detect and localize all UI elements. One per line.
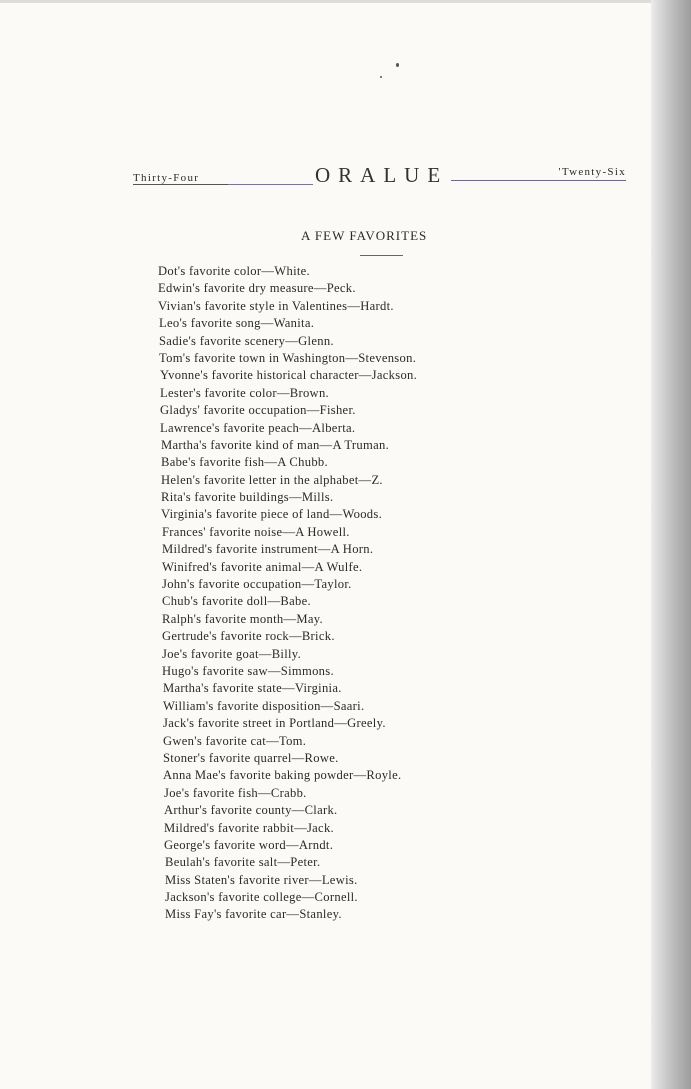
list-item: Yvonne's favorite historical character—Jackson. [160, 368, 418, 383]
list-item: Tom's favorite town in Washington—Stevenson. [159, 350, 417, 365]
running-header [133, 158, 626, 188]
page-number-label: Thirty-Four [133, 172, 200, 184]
ink-speck [380, 76, 382, 78]
publication-title: ORALUE [315, 163, 449, 187]
list-item: Gertrude's favorite rock—Brick. [162, 629, 335, 644]
list-item: Virginia's favorite piece of land—Woods. [161, 507, 383, 522]
list-item: Ralph's favorite month—May. [162, 611, 324, 626]
list-item: Joe's favorite goat—Billy. [162, 646, 302, 661]
list-item: Frances' favorite noise—A Howell. [162, 524, 350, 539]
page-top-edge [0, 0, 660, 3]
list-item: Winifred's favorite animal—A Wulfe. [162, 559, 363, 574]
favorites-list [157, 263, 517, 924]
list-item: Jack's favorite street in Portland—Greely. [163, 716, 386, 731]
list-item: Martha's favorite kind of man—A Truman. [161, 437, 390, 452]
list-item: Babe's favorite fish—A Chubb. [161, 455, 328, 470]
header-rule-right [451, 180, 626, 181]
list-item: Edwin's favorite dry measure—Peck. [158, 281, 356, 296]
list-item: Sadie's favorite scenery—Glenn. [159, 333, 334, 348]
list-item: Chub's favorite doll—Babe. [162, 594, 311, 609]
list-item: Arthur's favorite county—Clark. [164, 803, 338, 818]
list-item: Jackson's favorite college—Cornell. [165, 890, 358, 905]
list-item: Anna Mae's favorite baking powder—Royle. [163, 768, 402, 783]
section-heading-rule [360, 255, 403, 256]
list-item: Mildred's favorite instrument—A Horn. [162, 542, 374, 557]
list-item: Rita's favorite buildings—Mills. [161, 490, 334, 505]
list-item: Stoner's favorite quarrel—Rowe. [163, 750, 339, 765]
list-item: Helen's favorite letter in the alphabet—Z. [161, 472, 383, 487]
list-item: Miss Staten's favorite river—Lewis. [165, 872, 358, 887]
list-item: Joe's favorite fish—Crabb. [164, 785, 307, 800]
class-year-label: 'Twenty-Six [558, 166, 626, 178]
list-item: Beulah's favorite salt—Peter. [165, 855, 321, 870]
list-item: Vivian's favorite style in Valentines—Hardt. [158, 298, 394, 313]
list-item: Dot's favorite color—White. [158, 264, 311, 278]
list-item: William's favorite disposition—Saari. [163, 698, 365, 713]
list-item: Martha's favorite state—Virginia. [163, 681, 342, 696]
header-rule-left-accent [228, 184, 313, 185]
ink-speck [396, 63, 399, 67]
list-item: John's favorite occupation—Taylor. [162, 577, 352, 592]
list-item: Gwen's favorite cat—Tom. [163, 733, 307, 748]
list-item: George's favorite word—Arndt. [164, 837, 334, 852]
section-heading: A FEW FAVORITES [301, 228, 428, 243]
page-binding-shadow [651, 0, 691, 1089]
list-item: Hugo's favorite saw—Simmons. [162, 663, 334, 678]
list-item: Gladys' favorite occupation—Fisher. [160, 403, 356, 418]
list-item: Lawrence's favorite peach—Alberta. [160, 420, 356, 435]
list-item: Miss Fay's favorite car—Stanley. [165, 907, 342, 922]
list-item: Leo's favorite song—Wanita. [159, 316, 315, 331]
list-item: Mildred's favorite rabbit—Jack. [164, 820, 334, 835]
list-item: Lester's favorite color—Brown. [160, 385, 329, 400]
header-rule-left [133, 184, 228, 185]
